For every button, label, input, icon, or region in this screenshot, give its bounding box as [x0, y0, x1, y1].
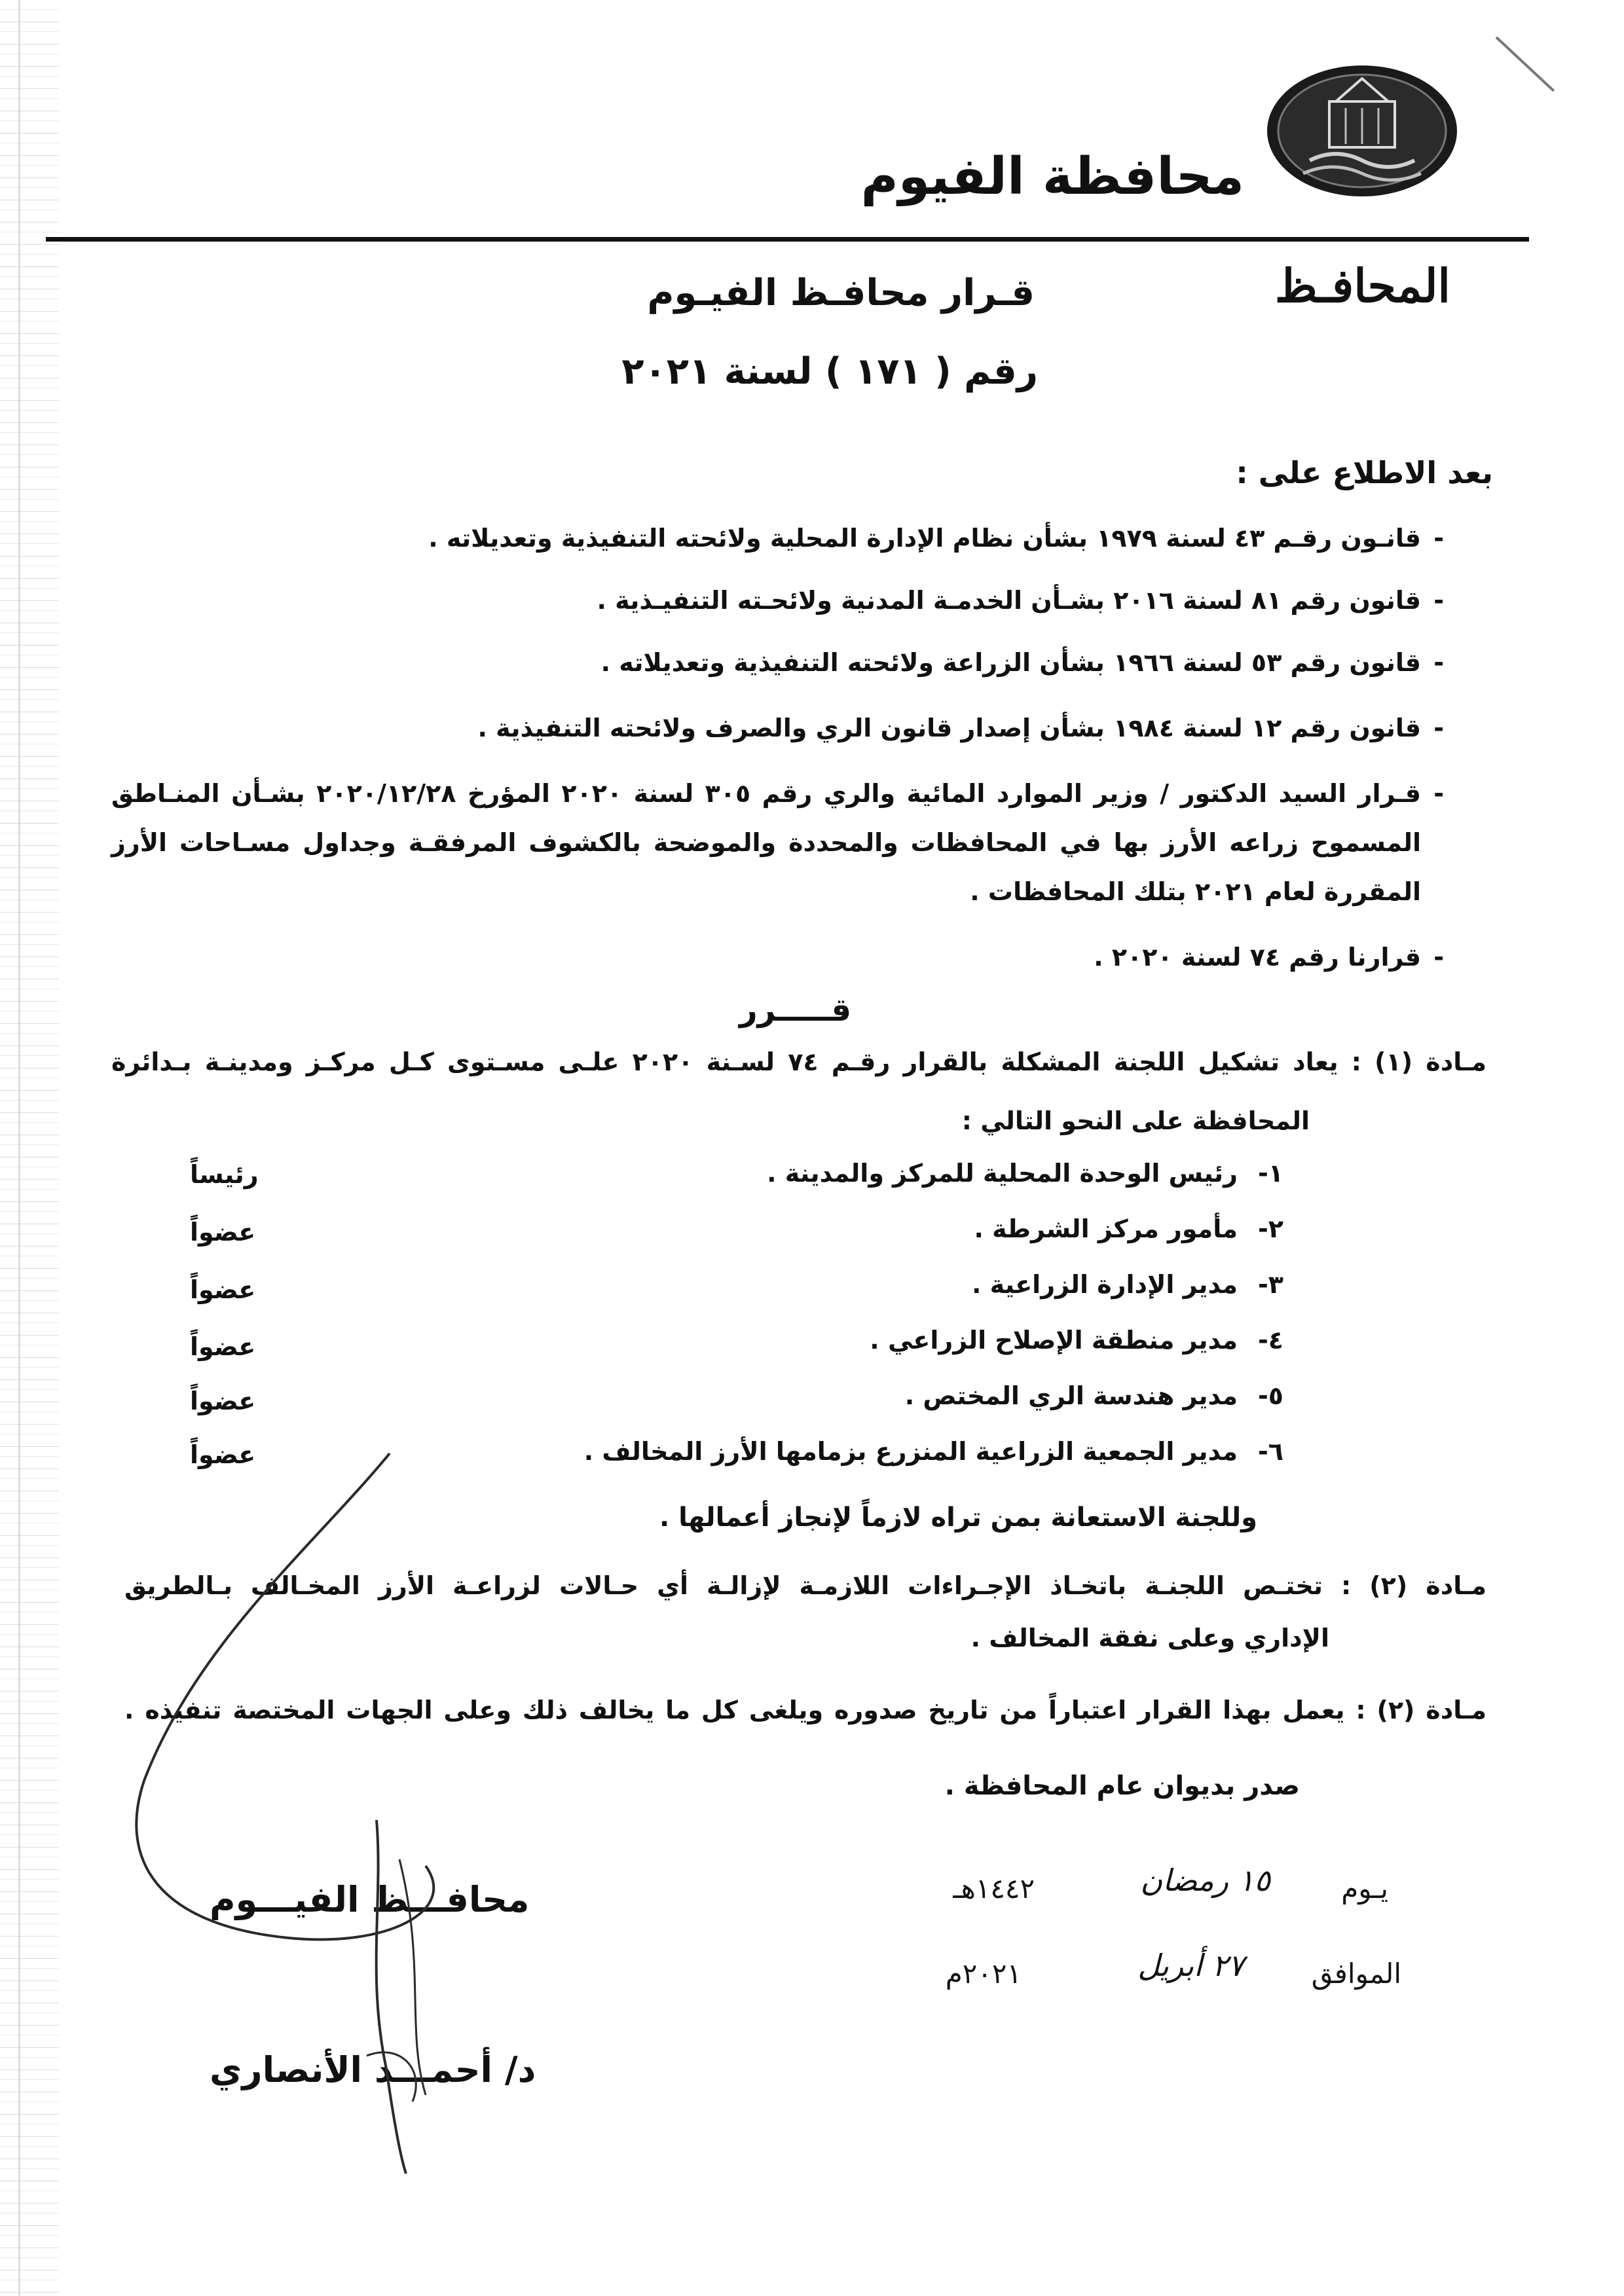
member-num: ٤- — [1258, 1326, 1283, 1355]
issued-statement: صدر بديوان عام المحافظة . — [944, 1771, 1300, 1801]
hijri-year: ١٤٤٢هـ — [953, 1872, 1035, 1904]
header-rule — [46, 237, 1529, 242]
article-2-line-2: الإداري وعلى نفقة المخالف . — [970, 1624, 1329, 1652]
intro-item-5-line-3: المقررة لعام ٢٠٢١ بتلك المحافظات . — [970, 877, 1421, 906]
bullet-dash: - — [1433, 714, 1444, 742]
intro-item-5-line-2: المسموح زراعه الأرز بها في المحافظات والمحددة والموضحة بالكشوف المرفقـة وجداول مسـاحات الأرز — [111, 828, 1421, 857]
decision-title: قـرار محافـظ الفيـوم — [647, 272, 1035, 314]
gregorian-year: ٢٠٢١م — [945, 1958, 1022, 1990]
member-role: رئيساً — [190, 1160, 259, 1189]
member-text: مدير هندسة الري المختص . — [904, 1381, 1238, 1410]
member-text: مدير الجمعية الزراعية المنزرع بزمامها الأرز المخالف . — [583, 1437, 1238, 1466]
intro-item-2: قانون رقم ٨١ لسنة ٢٠١٦ بشـأن الخدمـة المدنية ولائحـته التنفيـذية . — [597, 586, 1421, 615]
member-text: مدير الإدارة الزراعية . — [971, 1270, 1238, 1299]
member-role: عضواً — [190, 1332, 256, 1361]
gregorian-handwritten-date: ٢٧ أبريل — [1137, 1948, 1244, 1983]
gregorian-label: الموافق — [1311, 1958, 1401, 1990]
bullet-dash: - — [1433, 779, 1444, 808]
governorate-seal-logo — [1264, 62, 1460, 200]
intro-item-1: قانـون رقـم ٤٣ لسنة ١٩٧٩ بشأن نظام الإدارة المحلية ولائحته التنفيذية وتعديلاته . — [428, 524, 1421, 553]
bullet-dash: - — [1433, 648, 1444, 677]
article-2-line-1: مـادة (٢) : تختـص اللجنـة باتخـاذ الإجـراءات اللازمـة لإزالـة أي حـالات لزراعـة الأرز المخـالف بـالطريق — [124, 1571, 1486, 1600]
member-role: عضواً — [190, 1440, 256, 1469]
bullet-dash: - — [1433, 524, 1444, 553]
corner-scan-mark — [1496, 37, 1555, 92]
hijri-day-label: يـوم — [1341, 1872, 1388, 1904]
hijri-handwritten-date: ١٥ رمضان — [1140, 1863, 1270, 1898]
member-role: عضواً — [190, 1275, 256, 1304]
article-1-line-1: مـادة (١) : يعاد تشكيل اللجنة المشكلة بالقرار رقـم ٧٤ لسـنة ٢٠٢٠ علـى مسـتوى كـل مركـز ومدينـة بـدائرة — [111, 1048, 1486, 1076]
member-num: ٥- — [1258, 1381, 1283, 1410]
member-num: ١- — [1258, 1159, 1283, 1188]
member-text: مأمور مركز الشرطة . — [974, 1214, 1238, 1243]
committee-assistance-note: وللجنة الاستعانة بمن تراه لازماً لإنجاز أعمالها . — [659, 1503, 1257, 1533]
intro-item-6: قرارنا رقم ٧٤ لسنة ٢٠٢٠ . — [1094, 943, 1421, 972]
intro-item-5-line-1: قـرار السيد الدكتور / وزير الموارد المائية والري رقم ٣٠٥ لسنة ٢٠٢٠ المؤرخ ٢٠٢٠/١٢/٢٨ بشـأن المنـاطق — [111, 779, 1421, 808]
decided-heading: قـــــرر — [739, 992, 851, 1029]
member-role: عضواً — [190, 1218, 256, 1247]
handwritten-signature — [118, 1440, 511, 2193]
intro-heading: بعد الاطلاع على : — [1236, 455, 1493, 490]
member-num: ٢- — [1258, 1214, 1283, 1243]
governorate-name: محافظة الفيوم — [860, 147, 1244, 206]
decision-number: رقم ( ١٧١ ) لسنة ٢٠٢١ — [621, 350, 1038, 393]
signatory-title: محافـــظ الفيـــوم — [210, 1879, 530, 1920]
article-1-line-2: المحافظة على النحو التالي : — [961, 1106, 1310, 1135]
article-3-line-1: مـادة (٢) : يعمل بهذا القرار اعتباراً من تاريخ صدوره ويلغى كل ما يخالف ذلك وعلى الجهات المختصة تنفيذه . — [124, 1696, 1486, 1724]
scan-edge-line — [18, 0, 20, 2296]
bullet-dash: - — [1433, 586, 1444, 615]
member-num: ٦- — [1258, 1437, 1283, 1466]
office-title: المحافـظ — [1274, 259, 1450, 313]
scan-edge-shading — [0, 0, 59, 2296]
signatory-name: د/ أحمـــد الأنصاري — [210, 2049, 536, 2090]
intro-item-3: قانون رقم ٥٣ لسنة ١٩٦٦ بشأن الزراعة ولائحته التنفيذية وتعديلاته . — [600, 648, 1421, 677]
member-role: عضواً — [190, 1387, 256, 1415]
member-text: مدير منطقة الإصلاح الزراعي . — [870, 1326, 1238, 1355]
member-num: ٣- — [1258, 1270, 1283, 1299]
member-text: رئيس الوحدة المحلية للمركز والمدينة . — [767, 1159, 1238, 1188]
bullet-dash: - — [1433, 943, 1444, 972]
intro-item-4: قانون رقم ١٢ لسنة ١٩٨٤ بشأن إصدار قانون الري والصرف ولائحته التنفيذية . — [477, 714, 1421, 742]
